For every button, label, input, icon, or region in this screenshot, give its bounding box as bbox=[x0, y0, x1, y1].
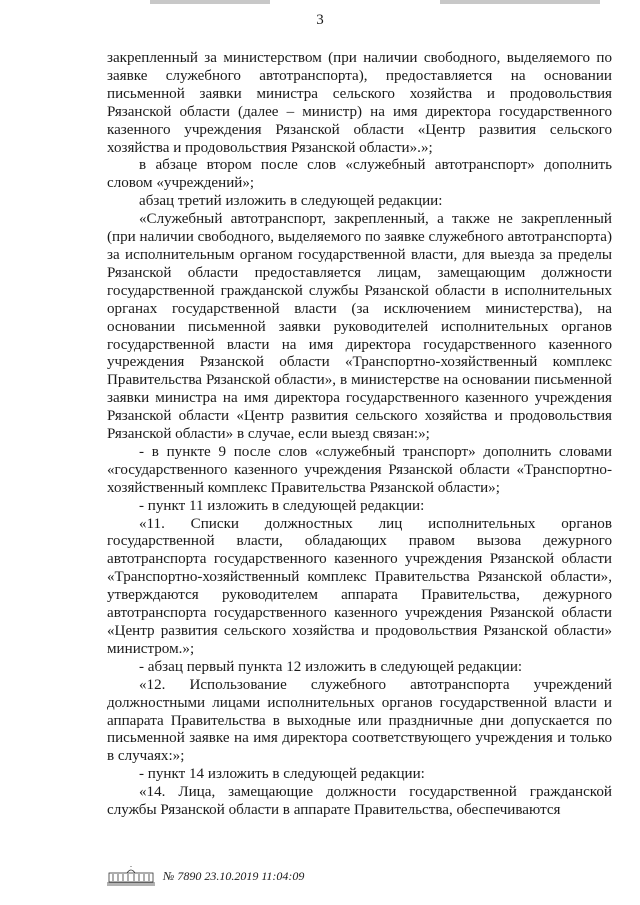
document-body bbox=[107, 50, 612, 820]
paragraph: «11. Списки должностных лиц исполнительных органов государственной власти, обладающих правом вызова дежурного автотранспорта государственного казенного учреждения Рязанской области «Транспортно-хозяйственный комплекс Правительства Рязанской области», утверждаются руководителем аппарата Правительства, дежурного автотранспорта государственного казенного учреждения Рязанской области «Центр развития сельского хозяйства и продовольствия Рязанской области» министром.»; bbox=[107, 515, 612, 657]
page-number: 3 bbox=[316, 12, 324, 28]
paragraph: - пункт 11 изложить в следующей редакции: bbox=[139, 497, 425, 514]
paragraph: в абзаце втором после слов «служебный автотранспорт» дополнить словом «учреждений»; bbox=[107, 157, 612, 192]
paragraph: закрепленный за министерством (при наличии свободного, выделяемого по заявке служебного автотранспорта), предоставляется на основании письменной заявки министра сельского хозяйства и продовольствия Рязанской области (далее – министр) на имя директора государственного казенного учреждения Рязанской области «Центр развития сельского хозяйства и продовольствия Рязанской области».»; bbox=[107, 50, 612, 156]
paragraph: «Служебный автотранспорт, закрепленный, а также не закрепленный (при наличии свободного, выделяемого по заявке служебного автотранспорта) за исполнительным органом государственной власти, для выезда за пределы Рязанской области предоставляется лицам, замещающим должности государственной гражданской службы Рязанской области в исполнительных органах государственной власти (за исключением министерства), на основании письменной заявки руководителей исполнительных органов государственной власти на имя директора государственного казенного учреждения Рязанской области «Транспортно-хозяйственный комплекс Правительства Рязанской области», в министерстве на основании письменной заявки министра на имя директора государственного казенного учреждения Рязанской области «Центр развития сельского хозяйства и продовольствия Рязанской области» в случае, если выезд связан:»; bbox=[107, 211, 612, 443]
government-building-icon bbox=[105, 866, 157, 886]
paragraph: - абзац первый пункта 12 изложить в следующей редакции: bbox=[139, 658, 523, 675]
paragraph: «14. Лица, замещающие должности государственной гражданской службы Рязанской области в аппарате Правительства, обеспечиваются bbox=[107, 784, 612, 819]
document-stamp: № 7890 23.10.2019 11:04:09 bbox=[163, 868, 305, 883]
paragraph: - пункт 14 изложить в следующей редакции: bbox=[139, 766, 425, 783]
footer-stamp bbox=[105, 866, 304, 886]
paragraph: «12. Использование служебного автотранспорта учреждений должностными лицами исполнительных органов государственной власти и аппарата Правительства в выходные или праздничные дни допускается по письменной заявке на имя директора соответствующего учреждения и только в случаях:»; bbox=[107, 676, 612, 765]
paragraph: - в пункте 9 после слов «служебный транспорт» дополнить словами «государственного казенного учреждения Рязанской области «Транспортно-хозяйственный комплекс Правительства Рязанской области»; bbox=[107, 443, 612, 496]
scan-artifact-top-left bbox=[150, 0, 270, 4]
paragraph: абзац третий изложить в следующей редакции: bbox=[139, 193, 443, 210]
scan-artifact-top-right bbox=[440, 0, 600, 4]
